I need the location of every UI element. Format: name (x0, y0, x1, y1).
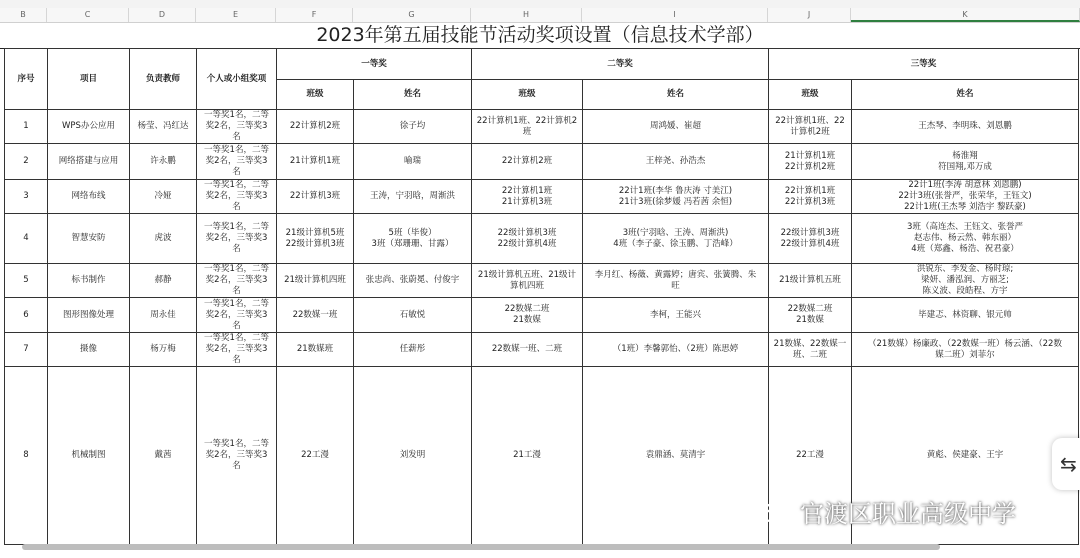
header-name[interactable]: 姓名 (852, 80, 1079, 110)
row-seq[interactable]: 8 (5, 367, 48, 545)
row-second-names[interactable]: （1班）李馨郭怡、（2班）陈思婷 (583, 333, 769, 367)
column-header-E[interactable]: E (196, 8, 276, 22)
row-first-names[interactable]: 张忠尚、张蔚冕、付俊宇 (354, 264, 472, 298)
row-third-names[interactable]: 黄彪、侯建豪、王宇 (852, 367, 1079, 545)
row-second-class[interactable]: 22计算机1班 21计算机3班 (472, 180, 583, 214)
header-class[interactable]: 班级 (472, 80, 583, 110)
row-award-type[interactable]: 一等奖1名，二等 奖2名，三等奖3 名 (197, 214, 277, 264)
side-expand-tab[interactable] (1052, 438, 1080, 490)
row-second-names[interactable]: 袁鼎涵、莫清宇 (583, 367, 769, 545)
row-second-class[interactable]: 21级计算机五班、21级计 算机四班 (472, 264, 583, 298)
horizontal-scrollbar[interactable] (22, 544, 940, 550)
header-award-type[interactable]: 个人或小组奖项 (197, 49, 277, 110)
row-seq[interactable]: 2 (5, 144, 48, 180)
row-seq[interactable]: 7 (5, 333, 48, 367)
header-name[interactable]: 姓名 (354, 80, 472, 110)
row-project[interactable]: WPS办公应用 (48, 110, 130, 144)
row-second-class[interactable]: 22计算机2班 (472, 144, 583, 180)
row-seq[interactable]: 6 (5, 298, 48, 333)
row-first-class[interactable]: 21数媒班 (277, 333, 354, 367)
row-project[interactable]: 图形图像处理 (48, 298, 130, 333)
row-seq[interactable]: 4 (5, 214, 48, 264)
row-seq[interactable]: 3 (5, 180, 48, 214)
row-project[interactable]: 机械制图 (48, 367, 130, 545)
row-teacher[interactable]: 戴茜 (130, 367, 197, 545)
column-header-C[interactable]: C (47, 8, 129, 22)
watermark (760, 494, 1016, 526)
header-teacher[interactable]: 负责教师 (130, 49, 197, 110)
row-third-class[interactable]: 22工漫 (769, 367, 852, 545)
header-project[interactable]: 项目 (48, 49, 130, 110)
table-row (5, 214, 1079, 264)
row-third-names[interactable]: 3班（高连杰、王钰文、张誉严 赵志伟、杨云然、韩东丽） 4班（郑鑫、杨浩、祝君豪） (852, 214, 1079, 264)
row-third-class[interactable]: 21计算机1班 22计算机2班 (769, 144, 852, 180)
wechat-logo-icon (760, 503, 794, 527)
row-project[interactable]: 标书制作 (48, 264, 130, 298)
row-first-names[interactable]: 徐子均 (354, 110, 472, 144)
column-header-J[interactable]: J (768, 8, 851, 22)
row-first-names[interactable]: 5班（毕俊） 3班（郑珊珊、甘露） (354, 214, 472, 264)
row-third-class[interactable]: 21级计算机五班 (769, 264, 852, 298)
row-third-names[interactable]: 22计1班(李涛 胡意林 刘恩鹏) 22计3班(张誉严，张荣华，王钰文) 22计1班(王杰琴 刘浩宇 黎跃豪) (852, 180, 1079, 214)
row-third-names[interactable]: 毕建忑、林资聊、银元帅 (852, 298, 1079, 333)
header-second-prize[interactable]: 二等奖 (472, 49, 769, 80)
row-first-names[interactable]: 任薪彤 (354, 333, 472, 367)
row-third-names[interactable]: 王杰琴、李明珠、刘恩鹏 (852, 110, 1079, 144)
row-teacher[interactable]: 许永鹏 (130, 144, 197, 180)
expand-icon: ⇆ (1060, 452, 1077, 476)
row-project[interactable]: 网络布线 (48, 180, 130, 214)
row-teacher[interactable]: 杨万梅 (130, 333, 197, 367)
row-third-names[interactable]: 杨淮翔 符国翔,邓万成 (852, 144, 1079, 180)
row-second-names[interactable]: 3班(宁羽晗、王涛、周渐洪) 4班（李子豪、徐玉鹏、丁浩峰） (583, 214, 769, 264)
row-first-class[interactable]: 22计算机3班 (277, 180, 354, 214)
table-row (5, 333, 1079, 367)
header-third-prize[interactable]: 三等奖 (769, 49, 1079, 80)
header-class[interactable]: 班级 (769, 80, 852, 110)
row-first-names[interactable]: 刘发明 (354, 367, 472, 545)
column-header-H[interactable]: H (471, 8, 582, 22)
row-teacher[interactable]: 郝静 (130, 264, 197, 298)
row-second-class[interactable]: 22计算机1班、22计算机2 班 (472, 110, 583, 144)
table-row (5, 180, 1079, 214)
column-header-F[interactable]: F (276, 8, 353, 22)
row-second-names[interactable]: 周鸿媛、崔超 (583, 110, 769, 144)
row-second-class[interactable]: 22级计算机3班 22级计算机4班 (472, 214, 583, 264)
column-header-G[interactable]: G (353, 8, 471, 22)
row-first-names[interactable]: 王涛，宁羽晗，周渐洪 (354, 180, 472, 214)
row-project[interactable]: 摄像 (48, 333, 130, 367)
header-class[interactable]: 班级 (277, 80, 354, 110)
table-row (5, 110, 1079, 144)
row-project[interactable]: 智慧安防 (48, 214, 130, 264)
row-seq[interactable]: 1 (5, 110, 48, 144)
row-third-class[interactable]: 22计算机1班 22计算机3班 (769, 180, 852, 214)
row-first-class[interactable]: 21级计算机5班 22级计算机3班 (277, 214, 354, 264)
table-row (5, 144, 1079, 180)
row-third-names[interactable]: （21数媒）杨廉政、（22数媒一班）杨云涵、（22数 媒二班）刘菲尔 (852, 333, 1079, 367)
row-teacher[interactable]: 杨莹、冯红达 (130, 110, 197, 144)
sheet-title: 2023年第五届技能节活动奖项设置（信息技术学部） (0, 22, 1080, 49)
row-teacher[interactable]: 冷娅 (130, 180, 197, 214)
row-second-names[interactable]: 李月红、杨薇、黄露婷；唐宾、张簧腾、朱 旺 (583, 264, 769, 298)
row-teacher[interactable]: 虎波 (130, 214, 197, 264)
table-row (5, 264, 1079, 298)
header-seq[interactable]: 序号 (5, 49, 48, 110)
column-header-B[interactable]: B (0, 8, 47, 22)
row-second-names[interactable]: 李柯，王能兴 (583, 298, 769, 333)
row-award-type[interactable]: 一等奖1名，二等 奖2名，三等奖3 名 (197, 110, 277, 144)
header-first-prize[interactable]: 一等奖 (277, 49, 472, 80)
row-first-class[interactable]: 22工漫 (277, 367, 354, 545)
row-second-class[interactable]: 21工漫 (472, 367, 583, 545)
row-first-class[interactable]: 21级计算机四班 (277, 264, 354, 298)
row-first-class[interactable]: 22计算机2班 (277, 110, 354, 144)
row-second-names[interactable]: 22计1班(李华 鲁庆涛 寸美江) 21计3班(徐梦媛 冯若茜 余恒) (583, 180, 769, 214)
row-third-names[interactable]: 洪锐东、李发金、杨时琼; 梁妍、潘泓润、方丽芝; 陈义波、段皓程、方宇 (852, 264, 1079, 298)
row-award-type[interactable]: 一等奖1名，二等 奖2名，三等奖3 名 (197, 144, 277, 180)
row-teacher[interactable]: 周永佳 (130, 298, 197, 333)
row-second-class[interactable]: 22数媒一班、二班 (472, 333, 583, 367)
row-award-type[interactable]: 一等奖1名，二等 奖2名，三等奖3 名 (197, 333, 277, 367)
row-third-class[interactable]: 22数媒二班 21数媒 (769, 298, 852, 333)
watermark-text: 官渡区职业高级中学 (800, 500, 1016, 528)
row-first-names[interactable]: 石敏悦 (354, 298, 472, 333)
row-award-type[interactable]: 一等奖1名，二等 奖2名，三等奖3 名 (197, 367, 277, 545)
row-seq[interactable]: 5 (5, 264, 48, 298)
row-first-class[interactable]: 21计算机1班 (277, 144, 354, 180)
row-project[interactable]: 网络搭建与应用 (48, 144, 130, 180)
award-table (4, 48, 1079, 545)
row-third-class[interactable]: 22级计算机3班 22级计算机4班 (769, 214, 852, 264)
row-first-names[interactable]: 喻瑞 (354, 144, 472, 180)
column-header-D[interactable]: D (129, 8, 196, 22)
row-award-type[interactable]: 一等奖1名，二等 奖2名，三等奖3 名 (197, 298, 277, 333)
row-second-class[interactable]: 22数媒二班 21数媒 (472, 298, 583, 333)
row-second-names[interactable]: 王梓尧、孙浩杰 (583, 144, 769, 180)
column-header-bar (0, 8, 1080, 23)
row-first-class[interactable]: 22数媒一班 (277, 298, 354, 333)
column-header-K[interactable]: K (851, 8, 1080, 22)
row-third-class[interactable]: 21数媒、22数媒一 班、二班 (769, 333, 852, 367)
table-row (5, 298, 1079, 333)
row-award-type[interactable]: 一等奖1名，二等 奖2名，三等奖3 名 (197, 264, 277, 298)
row-award-type[interactable]: 一等奖1名，二等 奖2名，三等奖3 名 (197, 180, 277, 214)
row-third-class[interactable]: 22计算机1班、22 计算机2班 (769, 110, 852, 144)
header-name[interactable]: 姓名 (583, 80, 769, 110)
column-header-I[interactable]: I (582, 8, 768, 22)
